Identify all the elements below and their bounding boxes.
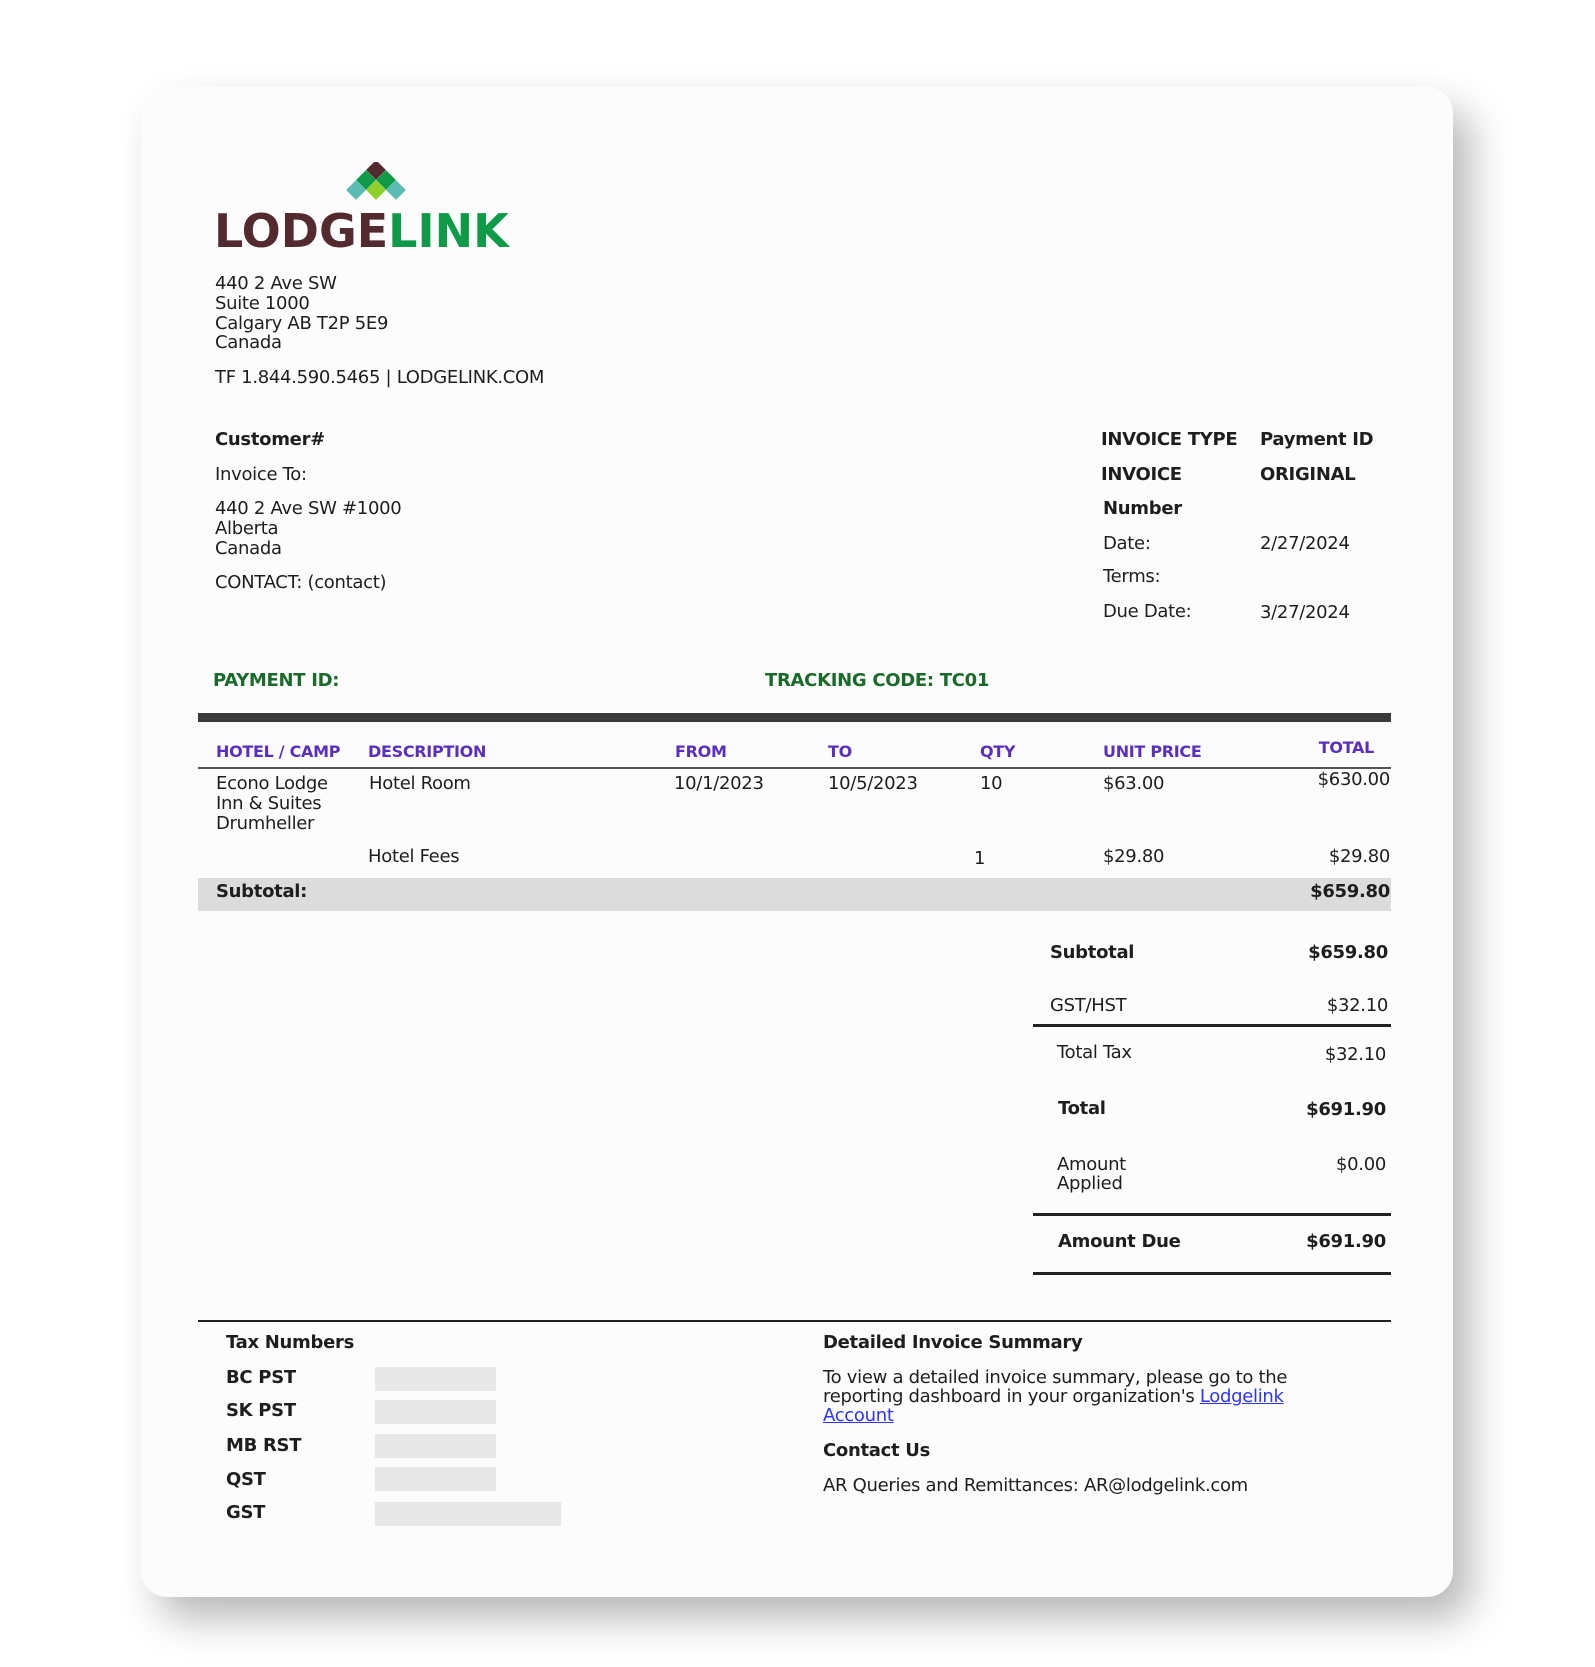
table-header-divider <box>198 767 1391 769</box>
customer-contact: CONTACT: (contact) <box>215 572 387 593</box>
customer-address-line: Alberta <box>215 518 279 539</box>
amount-due-value: $691.90 <box>1306 1231 1386 1252</box>
quantity: 10 <box>980 773 1003 794</box>
footer-divider <box>198 1320 1391 1322</box>
tax-number-redacted <box>375 1400 496 1424</box>
description: Hotel Fees <box>368 846 460 867</box>
invoice-date-value: 2/27/2024 <box>1260 533 1350 554</box>
tax-label-mb-rst: MB RST <box>226 1435 302 1456</box>
amount-applied-value: $0.00 <box>1335 1154 1386 1175</box>
company-logo: LODGELINK <box>214 204 509 258</box>
column-header-from: FROM <box>675 742 727 761</box>
lodgelink-account-link[interactable]: Account <box>823 1405 894 1426</box>
tracking-code: TRACKING CODE: TC01 <box>765 670 990 691</box>
column-header-to: TO <box>828 742 852 761</box>
detailed-summary-title: Detailed Invoice Summary <box>823 1332 1083 1353</box>
summary-divider <box>1033 1213 1391 1216</box>
detailed-summary-text-part: reporting dashboard in your organization's <box>823 1386 1200 1407</box>
tax-numbers-title: Tax Numbers <box>226 1332 354 1353</box>
invoice-status-value: ORIGINAL <box>1260 464 1356 485</box>
quantity: 1 <box>974 848 986 869</box>
summary-divider <box>1033 1272 1391 1275</box>
contact-email-text: AR Queries and Remittances: AR@lodgelink.com <box>823 1475 1248 1496</box>
company-address-line: 440 2 Ave SW <box>215 273 337 294</box>
tax-label-gst: GST <box>226 1502 266 1523</box>
line-total: $29.80 <box>1328 846 1390 867</box>
detailed-summary-text <box>823 1387 1284 1407</box>
hotel-name-line: Econo Lodge <box>216 773 328 794</box>
tax-number-redacted <box>375 1434 496 1458</box>
gst-hst-value: $32.10 <box>1326 995 1388 1016</box>
column-header-total: TOTAL <box>1318 738 1374 757</box>
subtotal-label: Subtotal: <box>216 881 308 902</box>
column-header-unit-price: UNIT PRICE <box>1103 742 1202 761</box>
from-date: 10/1/2023 <box>674 773 764 794</box>
table-top-bar <box>198 713 1391 722</box>
company-address-line: Calgary AB T2P 5E9 <box>215 313 389 334</box>
summary-subtotal-value: $659.80 <box>1308 942 1388 963</box>
total-value: $691.90 <box>1306 1099 1386 1120</box>
terms-label: Terms: <box>1103 566 1161 587</box>
tax-label-sk-pst: SK PST <box>226 1400 296 1421</box>
contact-us-title: Contact Us <box>823 1440 931 1461</box>
hotel-name-line: Drumheller <box>216 813 315 834</box>
invoice-date-label: Date: <box>1103 533 1151 554</box>
unit-price: $29.80 <box>1103 846 1165 867</box>
summary-subtotal-label: Subtotal <box>1050 942 1135 963</box>
tax-number-redacted <box>375 1467 496 1491</box>
hotel-name-line: Inn & Suites <box>216 793 322 814</box>
tax-number-redacted <box>375 1502 561 1526</box>
amount-applied-label: Applied <box>1057 1173 1123 1194</box>
line-total: $630.00 <box>1317 769 1390 790</box>
customer-address-line: 440 2 Ave SW #1000 <box>215 498 402 519</box>
summary-divider <box>1033 1024 1391 1027</box>
total-tax-label: Total Tax <box>1057 1042 1132 1063</box>
column-header-hotel: HOTEL / CAMP <box>216 742 341 761</box>
to-date: 10/5/2023 <box>828 773 918 794</box>
invoice-to-label: Invoice To: <box>215 464 307 485</box>
total-tax-value: $32.10 <box>1324 1044 1386 1065</box>
unit-price: $63.00 <box>1103 773 1165 794</box>
subtotal-value: $659.80 <box>1310 881 1390 902</box>
customer-number-label: Customer# <box>215 429 325 450</box>
gst-hst-label: GST/HST <box>1050 995 1127 1016</box>
invoice-label: INVOICE <box>1101 464 1182 485</box>
company-address-line: Suite 1000 <box>215 293 310 314</box>
column-header-qty: QTY <box>980 742 1016 761</box>
subtotal-row <box>198 878 1391 911</box>
invoice-type-value: Payment ID <box>1260 429 1374 450</box>
amount-due-label: Amount Due <box>1058 1231 1181 1252</box>
total-label: Total <box>1058 1098 1106 1119</box>
due-date-value: 3/27/2024 <box>1260 602 1350 623</box>
tax-label-bc-pst: BC PST <box>226 1367 296 1388</box>
company-phone-website: TF 1.844.590.5465 | LODGELINK.COM <box>215 367 545 388</box>
amount-applied-label: Amount <box>1057 1154 1126 1175</box>
detailed-summary-text <box>823 1406 894 1426</box>
customer-address-line: Canada <box>215 538 282 559</box>
column-header-description: DESCRIPTION <box>368 742 487 761</box>
lodgelink-logo-icon <box>346 162 406 202</box>
invoice-type-label: INVOICE TYPE <box>1101 429 1238 450</box>
detailed-summary-text: To view a detailed invoice summary, please go to the <box>823 1367 1288 1388</box>
lodgelink-account-link[interactable]: Lodgelink <box>1199 1386 1284 1407</box>
payment-id-label: PAYMENT ID: <box>213 670 340 691</box>
invoice-number-label: Number <box>1103 498 1182 519</box>
company-address-line: Canada <box>215 332 282 353</box>
due-date-label: Due Date: <box>1103 601 1192 622</box>
description: Hotel Room <box>369 773 471 794</box>
tax-number-redacted <box>375 1367 496 1391</box>
tax-label-qst: QST <box>226 1469 266 1490</box>
